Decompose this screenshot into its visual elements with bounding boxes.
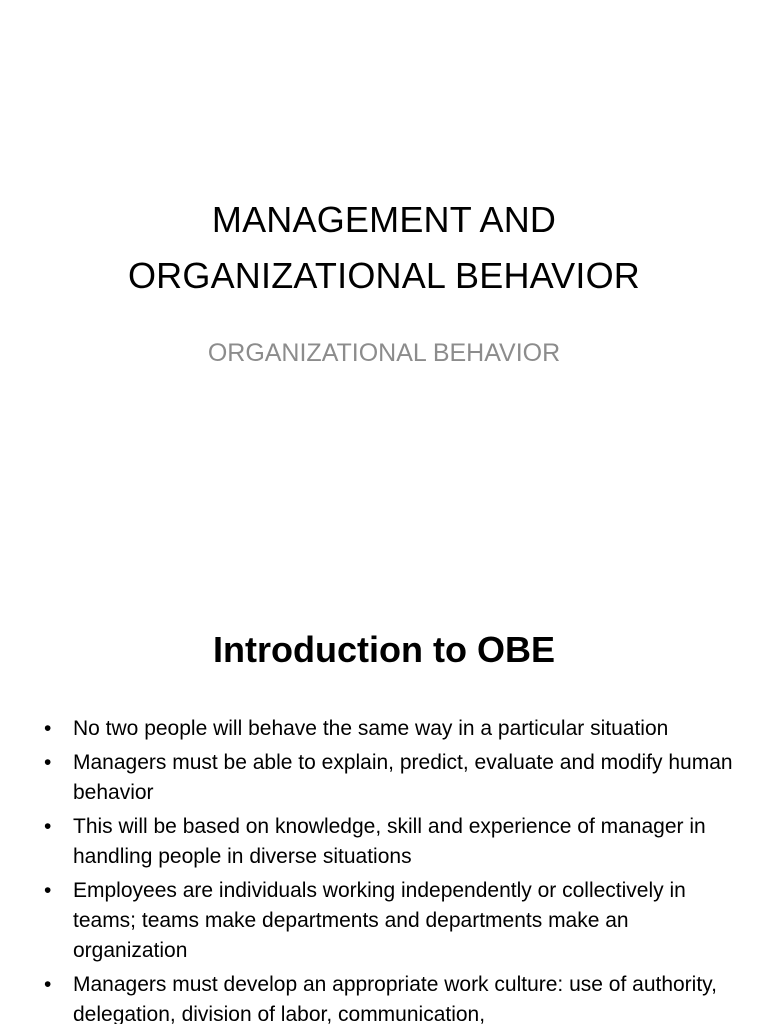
slide-subtitle: ORGANIZATIONAL BEHAVIOR	[207, 339, 561, 367]
bullet-item	[44, 714, 734, 744]
bullet-dot-icon: •	[44, 815, 52, 838]
bullet-text: Employees are individuals working independently or collectively in teams; teams make departments and departments make an organization	[73, 879, 686, 962]
bullet-text: Managers must develop an appropriate work culture: use of authority, delegation, division of labor, communication,	[73, 973, 717, 1024]
bullet-dot-icon: •	[44, 751, 52, 774]
bullet-text: Managers must be able to explain, predict, evaluate and modify human behavior	[73, 751, 733, 804]
bullet-dot-icon: •	[44, 717, 52, 740]
slide-title-line-1: MANAGEMENT AND	[211, 199, 557, 240]
bullet-item	[44, 876, 734, 966]
bullet-dot-icon: •	[44, 973, 52, 996]
bullet-item	[44, 812, 734, 872]
slide-title-line-2: ORGANIZATIONAL BEHAVIOR	[127, 255, 640, 296]
slide-heading: Introduction to OBE	[213, 629, 555, 670]
bullet-item	[44, 748, 734, 808]
bullet-text: This will be based on knowledge, skill and experience of manager in handling people in diverse situations	[73, 815, 706, 868]
bullet-dot-icon: •	[44, 879, 52, 902]
bullet-list	[44, 714, 734, 1024]
slide-title	[0, 192, 768, 304]
bullet-text: No two people will behave the same way in a particular situation	[73, 717, 669, 740]
content-slide	[0, 576, 768, 1024]
bullet-item	[44, 970, 734, 1024]
